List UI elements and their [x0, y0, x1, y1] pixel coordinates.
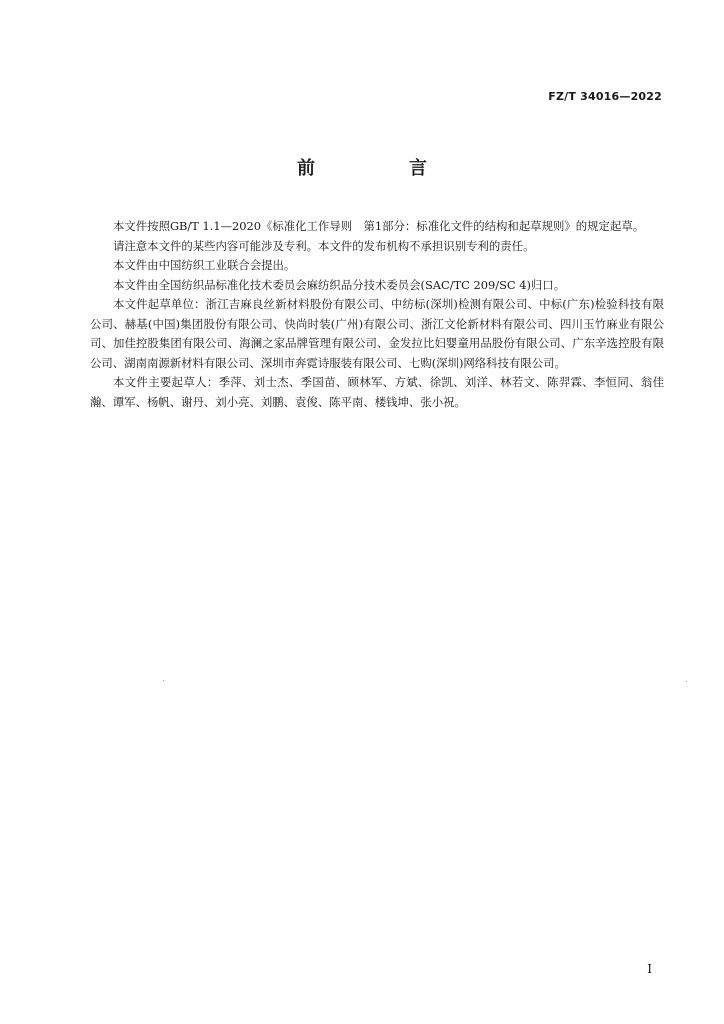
paragraph-drafting-rules: 本文件按照GB/T 1.1—2020《标准化工作导则 第1部分：标准化文件的结构和起草规则》的规定起草。: [113, 219, 645, 233]
paragraph-centralized-by: 本文件由全国纺织品标准化技术委员会麻纺织品分技术委员会(SAC/TC 209/SC 4)归口。: [113, 277, 566, 292]
page-number: I: [647, 962, 652, 976]
paragraph-drafting-units: 本文件起草单位：浙江吉麻良丝新材料股份有限公司、中纺标(深圳)检测有限公司、中标(广东)检验科技有限公司、赫基(中国)集团股份有限公司、快尚时装(广州)有限公司、浙江文伦新材料有限公司、四川玉竹麻业有限公司、加佳控股集团有限公司、海澜之家品牌管理有限公司、金发拉比妇婴童用品股份有限公司、广东辛选控股有限公司、湖南南源新材料有限公司、深圳市奔霓诗服装有限公司、七购(深圳)网络科技有限公司。: [90, 297, 664, 370]
page-title: 前 言: [297, 158, 465, 179]
paragraph-main-drafters: 本文件主要起草人：季萍、刘士杰、季国苗、顾林军、方斌、徐凯、刘洋、林若文、陈羿霖、李恒同、翁佳瀚、谭军、杨帆、谢丹、刘小亮、刘鹏、袁俊、陈平南、楼钱坤、张小祝。: [90, 375, 664, 409]
scan-speck: [686, 681, 687, 682]
preface-body: [90, 217, 664, 412]
paragraph-proposed-by: 本文件由中国纺织工业联合会提出。: [113, 258, 296, 272]
standard-code: FZ/T 34016—2022: [548, 90, 662, 103]
scan-speck: [163, 680, 164, 681]
paragraph-patent-notice: 请注意本文件的某些内容可能涉及专利。本文件的发布机构不承担识别专利的责任。: [113, 238, 535, 253]
